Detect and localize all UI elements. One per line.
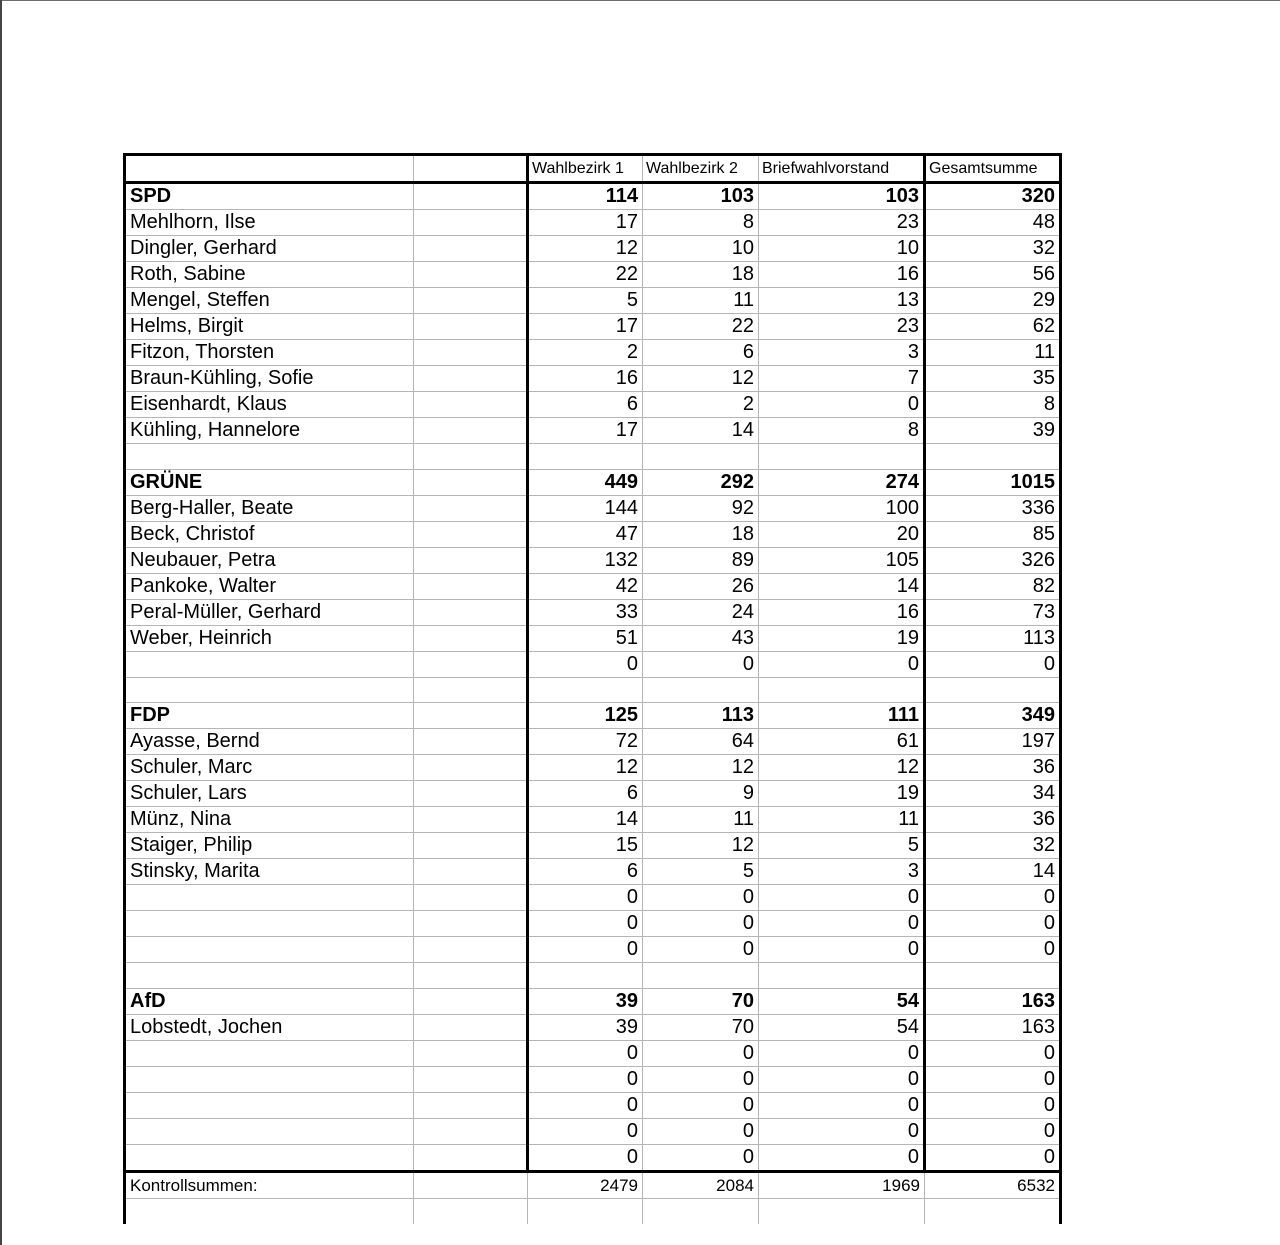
briefwahl-value: 20 (759, 521, 925, 547)
wahlbezirk-1-value (528, 677, 643, 703)
empty-cell (414, 236, 528, 262)
header-cell-name (125, 155, 414, 183)
briefwahl-value: 111 (759, 703, 925, 729)
candidate-name: Schuler, Marc (125, 755, 414, 781)
candidate-row (125, 392, 1061, 418)
candidate-row (125, 366, 1061, 392)
candidate-name: Berg-Haller, Beate (125, 495, 414, 521)
empty-cell (414, 755, 528, 781)
header-row (125, 155, 1061, 183)
candidate-row (125, 236, 1061, 262)
gesamtsumme-value: 56 (925, 262, 1061, 288)
candidate-name: Pankoke, Walter (125, 573, 414, 599)
wahlbezirk-1-value: 0 (528, 1040, 643, 1066)
briefwahl-value: 16 (759, 599, 925, 625)
wahlbezirk-1-value: 114 (528, 183, 643, 210)
empty-cell (414, 599, 528, 625)
empty-cell (414, 625, 528, 651)
wahlbezirk-2-value: 0 (643, 1144, 759, 1171)
candidate-row (125, 418, 1061, 444)
candidate-row (125, 651, 1061, 677)
wahlbezirk-2-value: 12 (643, 833, 759, 859)
candidate-row (125, 1040, 1061, 1066)
wahlbezirk-1-value: 6 (528, 781, 643, 807)
wahlbezirk-2-value: 43 (643, 625, 759, 651)
candidate-name (125, 1040, 414, 1066)
wahlbezirk-1-value: 12 (528, 755, 643, 781)
briefwahl-value: 7 (759, 366, 925, 392)
party-row (125, 703, 1061, 729)
briefwahl-value (759, 677, 925, 703)
briefwahl-value: 0 (759, 1144, 925, 1171)
candidate-name: Kühling, Hannelore (125, 418, 414, 444)
control-sums-row (125, 1171, 1061, 1198)
page-top-edge (0, 0, 1280, 1)
gesamtsumme-value: 36 (925, 755, 1061, 781)
gesamtsumme-value (925, 444, 1061, 470)
briefwahl-value: 274 (759, 469, 925, 495)
empty-cell (759, 1198, 925, 1224)
briefwahl-value: 0 (759, 1092, 925, 1118)
wahlbezirk-2-value: 5 (643, 859, 759, 885)
empty-cell (125, 1198, 414, 1224)
wahlbezirk-1-value: 47 (528, 521, 643, 547)
briefwahl-value: 0 (759, 1040, 925, 1066)
gesamtsumme-value: 163 (925, 988, 1061, 1014)
briefwahl-value: 16 (759, 262, 925, 288)
empty-cell (414, 859, 528, 885)
wahlbezirk-1-value: 14 (528, 807, 643, 833)
wahlbezirk-2-value: 64 (643, 729, 759, 755)
wahlbezirk-1-value: 0 (528, 911, 643, 937)
wahlbezirk-2-value: 89 (643, 547, 759, 573)
empty-cell (414, 781, 528, 807)
gesamtsumme-value: 39 (925, 418, 1061, 444)
briefwahl-value: 0 (759, 885, 925, 911)
control-wahlbezirk-1: 2479 (528, 1171, 643, 1198)
wahlbezirk-2-value: 292 (643, 469, 759, 495)
spacer-row (125, 444, 1061, 470)
wahlbezirk-1-value: 0 (528, 937, 643, 963)
control-briefwahl: 1969 (759, 1171, 925, 1198)
wahlbezirk-2-value: 11 (643, 807, 759, 833)
wahlbezirk-2-value: 0 (643, 1118, 759, 1144)
wahlbezirk-1-value (528, 963, 643, 989)
candidate-name (125, 444, 414, 470)
gesamtsumme-value: 163 (925, 1014, 1061, 1040)
candidate-row (125, 755, 1061, 781)
party-row (125, 469, 1061, 495)
wahlbezirk-2-value: 0 (643, 1040, 759, 1066)
election-results-table (123, 153, 1062, 1224)
wahlbezirk-1-value: 22 (528, 262, 643, 288)
candidate-name: Ayasse, Bernd (125, 729, 414, 755)
wahlbezirk-1-value: 6 (528, 859, 643, 885)
candidate-row (125, 547, 1061, 573)
wahlbezirk-1-value: 39 (528, 1014, 643, 1040)
gesamtsumme-value: 36 (925, 807, 1061, 833)
empty-cell (414, 651, 528, 677)
party-name: SPD (125, 183, 414, 210)
candidate-name: Dingler, Gerhard (125, 236, 414, 262)
wahlbezirk-2-value: 18 (643, 262, 759, 288)
candidate-row (125, 625, 1061, 651)
wahlbezirk-1-value: 132 (528, 547, 643, 573)
briefwahl-value: 103 (759, 183, 925, 210)
briefwahl-value: 11 (759, 807, 925, 833)
party-name: GRÜNE (125, 469, 414, 495)
wahlbezirk-2-value: 10 (643, 236, 759, 262)
wahlbezirk-2-value: 0 (643, 651, 759, 677)
candidate-row (125, 1092, 1061, 1118)
wahlbezirk-1-value: 42 (528, 573, 643, 599)
gesamtsumme-value: 48 (925, 210, 1061, 236)
empty-cell (414, 392, 528, 418)
empty-cell (414, 547, 528, 573)
gesamtsumme-value: 0 (925, 1092, 1061, 1118)
party-row (125, 183, 1061, 210)
table-body (125, 155, 1061, 1224)
wahlbezirk-1-value: 0 (528, 1092, 643, 1118)
empty-cell (414, 1066, 528, 1092)
wahlbezirk-2-value (643, 963, 759, 989)
gesamtsumme-value: 0 (925, 1066, 1061, 1092)
gesamtsumme-value: 320 (925, 183, 1061, 210)
wahlbezirk-1-value: 6 (528, 392, 643, 418)
candidate-name: Beck, Christof (125, 521, 414, 547)
briefwahl-value: 0 (759, 1066, 925, 1092)
empty-cell (414, 288, 528, 314)
wahlbezirk-1-value: 51 (528, 625, 643, 651)
candidate-name (125, 963, 414, 989)
briefwahl-value: 54 (759, 1014, 925, 1040)
empty-cell (414, 1014, 528, 1040)
gesamtsumme-value: 336 (925, 495, 1061, 521)
empty-cell (414, 495, 528, 521)
wahlbezirk-2-value: 70 (643, 988, 759, 1014)
empty-cell (414, 729, 528, 755)
empty-cell (414, 183, 528, 210)
candidate-row (125, 340, 1061, 366)
candidate-row (125, 521, 1061, 547)
gesamtsumme-value: 8 (925, 392, 1061, 418)
empty-cell (414, 807, 528, 833)
empty-cell (414, 314, 528, 340)
page-left-edge (0, 0, 2, 1245)
gesamtsumme-value: 35 (925, 366, 1061, 392)
candidate-row (125, 573, 1061, 599)
candidate-name (125, 885, 414, 911)
candidate-row (125, 885, 1061, 911)
wahlbezirk-1-value: 17 (528, 210, 643, 236)
wahlbezirk-2-value: 12 (643, 755, 759, 781)
wahlbezirk-2-value: 14 (643, 418, 759, 444)
briefwahl-value: 3 (759, 859, 925, 885)
candidate-name (125, 1118, 414, 1144)
header-gesamtsumme: Gesamtsumme (925, 155, 1061, 183)
candidate-name: Weber, Heinrich (125, 625, 414, 651)
candidate-name: Schuler, Lars (125, 781, 414, 807)
wahlbezirk-1-value: 2 (528, 340, 643, 366)
candidate-name: Peral-Müller, Gerhard (125, 599, 414, 625)
candidate-name: Eisenhardt, Klaus (125, 392, 414, 418)
control-wahlbezirk-2: 2084 (643, 1171, 759, 1198)
candidate-row (125, 911, 1061, 937)
gesamtsumme-value: 11 (925, 340, 1061, 366)
wahlbezirk-1-value: 12 (528, 236, 643, 262)
candidate-name: Helms, Birgit (125, 314, 414, 340)
briefwahl-value: 5 (759, 833, 925, 859)
candidate-row (125, 495, 1061, 521)
header-cell-blank (414, 155, 528, 183)
gesamtsumme-value: 32 (925, 236, 1061, 262)
empty-cell (414, 469, 528, 495)
candidate-name: Neubauer, Petra (125, 547, 414, 573)
candidate-name: Münz, Nina (125, 807, 414, 833)
party-name: FDP (125, 703, 414, 729)
briefwahl-value: 23 (759, 314, 925, 340)
header-wahlbezirk-1: Wahlbezirk 1 (528, 155, 643, 183)
candidate-name: Mengel, Steffen (125, 288, 414, 314)
candidate-row (125, 1144, 1061, 1171)
briefwahl-value: 54 (759, 988, 925, 1014)
wahlbezirk-2-value: 26 (643, 573, 759, 599)
gesamtsumme-value: 32 (925, 833, 1061, 859)
empty-cell (414, 911, 528, 937)
wahlbezirk-2-value (643, 444, 759, 470)
candidate-name: Roth, Sabine (125, 262, 414, 288)
briefwahl-value: 14 (759, 573, 925, 599)
briefwahl-value: 0 (759, 651, 925, 677)
candidate-row (125, 859, 1061, 885)
candidate-row (125, 1066, 1061, 1092)
empty-cell (414, 1092, 528, 1118)
empty-cell (414, 703, 528, 729)
wahlbezirk-2-value: 18 (643, 521, 759, 547)
gesamtsumme-value: 29 (925, 288, 1061, 314)
empty-cell (414, 573, 528, 599)
briefwahl-value: 10 (759, 236, 925, 262)
wahlbezirk-2-value: 0 (643, 885, 759, 911)
gesamtsumme-value: 0 (925, 1040, 1061, 1066)
candidate-name (125, 677, 414, 703)
wahlbezirk-2-value: 92 (643, 495, 759, 521)
wahlbezirk-1-value: 0 (528, 1066, 643, 1092)
candidate-row (125, 210, 1061, 236)
candidate-row (125, 288, 1061, 314)
wahlbezirk-2-value: 9 (643, 781, 759, 807)
candidate-row (125, 729, 1061, 755)
wahlbezirk-2-value: 24 (643, 599, 759, 625)
candidate-name: Lobstedt, Jochen (125, 1014, 414, 1040)
candidate-name (125, 911, 414, 937)
spacer-row (125, 963, 1061, 989)
empty-cell (414, 521, 528, 547)
gesamtsumme-value: 73 (925, 599, 1061, 625)
gesamtsumme-value: 0 (925, 885, 1061, 911)
briefwahl-value: 3 (759, 340, 925, 366)
empty-cell (414, 418, 528, 444)
briefwahl-value: 0 (759, 1118, 925, 1144)
wahlbezirk-2-value: 0 (643, 911, 759, 937)
briefwahl-value: 23 (759, 210, 925, 236)
wahlbezirk-1-value: 33 (528, 599, 643, 625)
briefwahl-value: 8 (759, 418, 925, 444)
briefwahl-value: 61 (759, 729, 925, 755)
candidate-row (125, 781, 1061, 807)
candidate-row (125, 262, 1061, 288)
empty-cell (414, 1144, 528, 1171)
empty-cell (414, 444, 528, 470)
briefwahl-value (759, 963, 925, 989)
candidate-row (125, 599, 1061, 625)
wahlbezirk-1-value (528, 444, 643, 470)
empty-cell (414, 988, 528, 1014)
empty-cell (414, 340, 528, 366)
empty-cell (414, 937, 528, 963)
briefwahl-value: 105 (759, 547, 925, 573)
wahlbezirk-2-value: 0 (643, 1092, 759, 1118)
empty-cell (414, 1040, 528, 1066)
empty-cell (925, 1198, 1061, 1224)
gesamtsumme-value: 1015 (925, 469, 1061, 495)
gesamtsumme-value: 197 (925, 729, 1061, 755)
empty-cell (643, 1198, 759, 1224)
briefwahl-value (759, 444, 925, 470)
empty-cell (414, 366, 528, 392)
spacer-row (125, 677, 1061, 703)
gesamtsumme-value: 0 (925, 911, 1061, 937)
gesamtsumme-value (925, 963, 1061, 989)
gesamtsumme-value (925, 677, 1061, 703)
wahlbezirk-2-value: 6 (643, 340, 759, 366)
candidate-row (125, 807, 1061, 833)
wahlbezirk-2-value: 0 (643, 1066, 759, 1092)
wahlbezirk-2-value: 11 (643, 288, 759, 314)
candidate-row (125, 1014, 1061, 1040)
empty-cell (414, 1198, 528, 1224)
briefwahl-value: 19 (759, 781, 925, 807)
gesamtsumme-value: 0 (925, 1118, 1061, 1144)
candidate-name: Braun-Kühling, Sofie (125, 366, 414, 392)
candidate-name: Stinsky, Marita (125, 859, 414, 885)
briefwahl-value: 12 (759, 755, 925, 781)
candidate-row (125, 833, 1061, 859)
gesamtsumme-value: 34 (925, 781, 1061, 807)
empty-cell (414, 833, 528, 859)
empty-cell (414, 210, 528, 236)
wahlbezirk-2-value: 2 (643, 392, 759, 418)
wahlbezirk-2-value: 0 (643, 937, 759, 963)
wahlbezirk-1-value: 17 (528, 314, 643, 340)
control-gesamtsumme: 6532 (925, 1171, 1061, 1198)
wahlbezirk-1-value: 15 (528, 833, 643, 859)
wahlbezirk-1-value: 17 (528, 418, 643, 444)
trailing-empty-row (125, 1198, 1061, 1224)
briefwahl-value: 0 (759, 911, 925, 937)
wahlbezirk-2-value: 22 (643, 314, 759, 340)
header-briefwahlvorstand: Briefwahlvorstand (759, 155, 925, 183)
empty-cell (414, 262, 528, 288)
wahlbezirk-2-value: 12 (643, 366, 759, 392)
wahlbezirk-1-value: 0 (528, 885, 643, 911)
candidate-name (125, 1092, 414, 1118)
wahlbezirk-1-value: 0 (528, 1144, 643, 1171)
wahlbezirk-2-value (643, 677, 759, 703)
wahlbezirk-1-value: 16 (528, 366, 643, 392)
wahlbezirk-2-value: 103 (643, 183, 759, 210)
briefwahl-value: 0 (759, 937, 925, 963)
wahlbezirk-2-value: 70 (643, 1014, 759, 1040)
gesamtsumme-value: 349 (925, 703, 1061, 729)
wahlbezirk-1-value: 5 (528, 288, 643, 314)
gesamtsumme-value: 14 (925, 859, 1061, 885)
gesamtsumme-value: 0 (925, 937, 1061, 963)
empty-cell (414, 1171, 528, 1198)
gesamtsumme-value: 85 (925, 521, 1061, 547)
briefwahl-value: 19 (759, 625, 925, 651)
wahlbezirk-2-value: 8 (643, 210, 759, 236)
candidate-name: Fitzon, Thorsten (125, 340, 414, 366)
candidate-name: Mehlhorn, Ilse (125, 210, 414, 236)
briefwahl-value: 100 (759, 495, 925, 521)
candidate-row (125, 1118, 1061, 1144)
gesamtsumme-value: 113 (925, 625, 1061, 651)
wahlbezirk-1-value: 144 (528, 495, 643, 521)
wahlbezirk-2-value: 113 (643, 703, 759, 729)
gesamtsumme-value: 62 (925, 314, 1061, 340)
empty-cell (414, 885, 528, 911)
gesamtsumme-value: 326 (925, 547, 1061, 573)
wahlbezirk-1-value: 72 (528, 729, 643, 755)
candidate-name (125, 937, 414, 963)
party-row (125, 988, 1061, 1014)
empty-cell (528, 1198, 643, 1224)
candidate-row (125, 314, 1061, 340)
wahlbezirk-1-value: 0 (528, 1118, 643, 1144)
wahlbezirk-1-value: 39 (528, 988, 643, 1014)
party-name: AfD (125, 988, 414, 1014)
briefwahl-value: 0 (759, 392, 925, 418)
candidate-row (125, 937, 1061, 963)
wahlbezirk-1-value: 125 (528, 703, 643, 729)
candidate-name: Staiger, Philip (125, 833, 414, 859)
wahlbezirk-1-value: 449 (528, 469, 643, 495)
candidate-name (125, 651, 414, 677)
briefwahl-value: 13 (759, 288, 925, 314)
candidate-name (125, 1066, 414, 1092)
empty-cell (414, 963, 528, 989)
candidate-name (125, 1144, 414, 1171)
gesamtsumme-value: 0 (925, 651, 1061, 677)
wahlbezirk-1-value: 0 (528, 651, 643, 677)
control-sums-label: Kontrollsummen: (125, 1171, 414, 1198)
gesamtsumme-value: 82 (925, 573, 1061, 599)
empty-cell (414, 1118, 528, 1144)
gesamtsumme-value: 0 (925, 1144, 1061, 1171)
header-wahlbezirk-2: Wahlbezirk 2 (643, 155, 759, 183)
empty-cell (414, 677, 528, 703)
